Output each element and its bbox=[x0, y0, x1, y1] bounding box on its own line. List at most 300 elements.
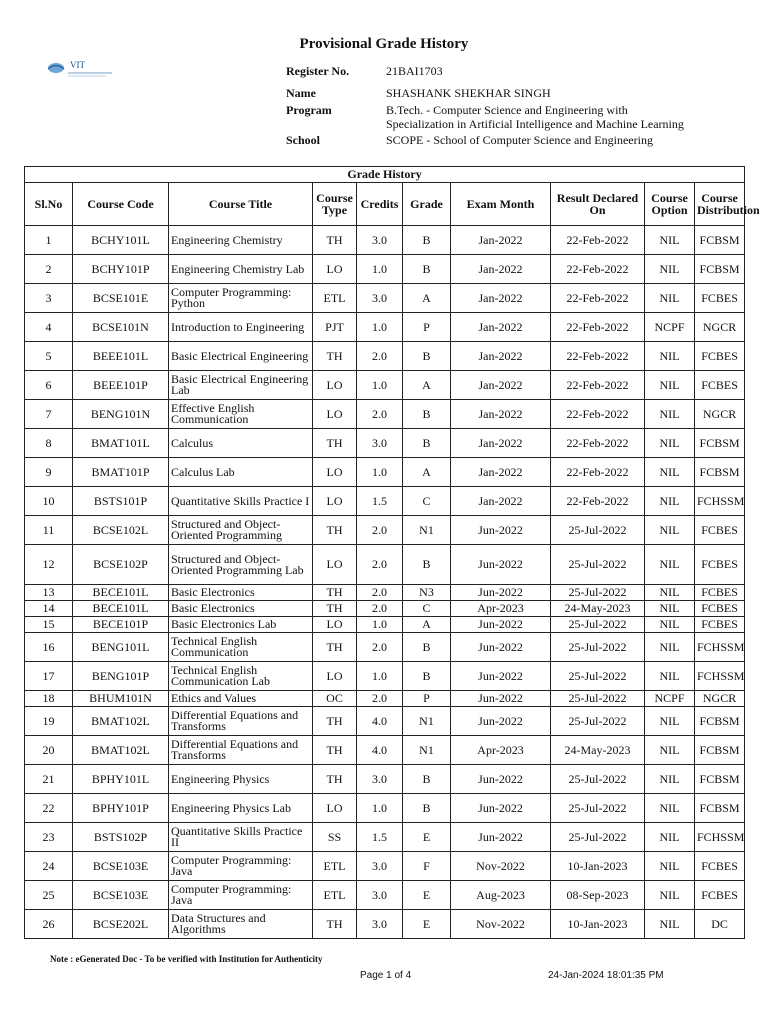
sl-no-cell: 12 bbox=[25, 545, 73, 585]
course-code-cell: BHUM101N bbox=[73, 691, 169, 707]
grade-cell: B bbox=[403, 400, 451, 429]
exam-month-cell: Jan-2022 bbox=[451, 458, 551, 487]
sl-no-cell: 2 bbox=[25, 255, 73, 284]
credits-cell: 3.0 bbox=[357, 881, 403, 910]
grade-cell: A bbox=[403, 371, 451, 400]
course-type-cell: LO bbox=[313, 487, 357, 516]
generated-timestamp: 24-Jan-2024 18:01:35 PM bbox=[548, 970, 664, 981]
course-type-cell: TH bbox=[313, 633, 357, 662]
header-cell: Course Code bbox=[73, 183, 169, 226]
course-code-cell: BSTS102P bbox=[73, 823, 169, 852]
result-declared-cell: 25-Jul-2022 bbox=[551, 516, 645, 545]
course-title-cell: Engineering Chemistry Lab bbox=[169, 255, 313, 284]
result-declared-cell: 10-Jan-2023 bbox=[551, 852, 645, 881]
exam-month-cell: Jun-2022 bbox=[451, 691, 551, 707]
credits-cell: 1.0 bbox=[357, 313, 403, 342]
credits-cell: 1.5 bbox=[357, 487, 403, 516]
course-title-cell: Calculus bbox=[169, 429, 313, 458]
sl-no-cell: 22 bbox=[25, 794, 73, 823]
course-title-cell: Computer Programming: Java bbox=[169, 881, 313, 910]
course-code-cell: BENG101N bbox=[73, 400, 169, 429]
header-cell: Course Distribution bbox=[695, 183, 745, 226]
credits-cell: 3.0 bbox=[357, 429, 403, 458]
table-row bbox=[25, 765, 745, 794]
sl-no-cell: 23 bbox=[25, 823, 73, 852]
course-distribution-cell: FCHSSM bbox=[695, 633, 745, 662]
grade-cell: F bbox=[403, 852, 451, 881]
course-distribution-cell: FCBSM bbox=[695, 736, 745, 765]
result-declared-cell: 24-May-2023 bbox=[551, 601, 645, 617]
course-option-cell: NIL bbox=[645, 617, 695, 633]
course-type-cell: LO bbox=[313, 458, 357, 487]
course-distribution-cell: FCBES bbox=[695, 881, 745, 910]
table-row bbox=[25, 516, 745, 545]
credits-cell: 1.0 bbox=[357, 458, 403, 487]
table-row bbox=[25, 487, 745, 516]
exam-month-cell: Jan-2022 bbox=[451, 400, 551, 429]
result-declared-cell: 24-May-2023 bbox=[551, 736, 645, 765]
table-row bbox=[25, 852, 745, 881]
credits-cell: 2.0 bbox=[357, 585, 403, 601]
course-option-cell: NIL bbox=[645, 545, 695, 585]
course-title-cell: Quantitative Skills Practice I bbox=[169, 487, 313, 516]
course-option-cell: NIL bbox=[645, 585, 695, 601]
course-code-cell: BCSE102L bbox=[73, 516, 169, 545]
grade-cell: B bbox=[403, 662, 451, 691]
course-option-cell: NIL bbox=[645, 633, 695, 662]
header-cell: Grade bbox=[403, 183, 451, 226]
course-code-cell: BCSE202L bbox=[73, 910, 169, 939]
course-type-cell: TH bbox=[313, 736, 357, 765]
exam-month-cell: Jun-2022 bbox=[451, 823, 551, 852]
course-distribution-cell: FCBES bbox=[695, 284, 745, 313]
course-distribution-cell: FCBES bbox=[695, 371, 745, 400]
grade-cell: C bbox=[403, 487, 451, 516]
course-code-cell: BECE101L bbox=[73, 601, 169, 617]
course-option-cell: NIL bbox=[645, 429, 695, 458]
course-option-cell: NIL bbox=[645, 342, 695, 371]
name-value: SHASHANK SHEKHAR SINGH bbox=[386, 86, 551, 100]
course-code-cell: BMAT102L bbox=[73, 736, 169, 765]
table-row bbox=[25, 313, 745, 342]
header-row bbox=[25, 183, 745, 226]
name-label: Name bbox=[286, 86, 316, 100]
sl-no-cell: 8 bbox=[25, 429, 73, 458]
sl-no-cell: 4 bbox=[25, 313, 73, 342]
table-row bbox=[25, 226, 745, 255]
credits-cell: 2.0 bbox=[357, 342, 403, 371]
course-distribution-cell: FCBES bbox=[695, 617, 745, 633]
result-declared-cell: 25-Jul-2022 bbox=[551, 765, 645, 794]
course-title-cell: Engineering Physics Lab bbox=[169, 794, 313, 823]
table-row bbox=[25, 823, 745, 852]
course-code-cell: BENG101P bbox=[73, 662, 169, 691]
result-declared-cell: 22-Feb-2022 bbox=[551, 429, 645, 458]
course-type-cell: ETL bbox=[313, 284, 357, 313]
course-distribution-cell: FCBES bbox=[695, 601, 745, 617]
course-distribution-cell: FCBSM bbox=[695, 458, 745, 487]
credits-cell: 2.0 bbox=[357, 601, 403, 617]
course-type-cell: ETL bbox=[313, 881, 357, 910]
course-option-cell: NIL bbox=[645, 601, 695, 617]
course-option-cell: NIL bbox=[645, 516, 695, 545]
credits-cell: 2.0 bbox=[357, 516, 403, 545]
header-cell: Course Type bbox=[313, 183, 357, 226]
grade-history-table bbox=[24, 166, 760, 939]
exam-month-cell: Jan-2022 bbox=[451, 342, 551, 371]
course-distribution-cell: FCHSSM bbox=[695, 662, 745, 691]
course-code-cell: BCSE102P bbox=[73, 545, 169, 585]
sl-no-cell: 25 bbox=[25, 881, 73, 910]
result-declared-cell: 25-Jul-2022 bbox=[551, 662, 645, 691]
course-title-cell: Basic Electronics bbox=[169, 585, 313, 601]
grade-cell: B bbox=[403, 226, 451, 255]
grade-cell: N1 bbox=[403, 707, 451, 736]
table-row bbox=[25, 458, 745, 487]
course-distribution-cell: FCBES bbox=[695, 585, 745, 601]
table-row bbox=[25, 342, 745, 371]
logo-text: VIT bbox=[70, 60, 85, 70]
sl-no-cell: 17 bbox=[25, 662, 73, 691]
sl-no-cell: 10 bbox=[25, 487, 73, 516]
credits-cell: 1.5 bbox=[357, 823, 403, 852]
course-type-cell: TH bbox=[313, 342, 357, 371]
result-declared-cell: 25-Jul-2022 bbox=[551, 707, 645, 736]
grade-table-body bbox=[25, 226, 745, 939]
grade-cell: N1 bbox=[403, 516, 451, 545]
course-code-cell: BEEE101L bbox=[73, 342, 169, 371]
sl-no-cell: 5 bbox=[25, 342, 73, 371]
course-title-cell: Calculus Lab bbox=[169, 458, 313, 487]
course-option-cell: NIL bbox=[645, 910, 695, 939]
grade-cell: C bbox=[403, 601, 451, 617]
course-distribution-cell: FCBSM bbox=[695, 226, 745, 255]
course-code-cell: BCSE103E bbox=[73, 852, 169, 881]
exam-month-cell: Jan-2022 bbox=[451, 313, 551, 342]
sl-no-cell: 7 bbox=[25, 400, 73, 429]
course-type-cell: LO bbox=[313, 255, 357, 284]
result-declared-cell: 22-Feb-2022 bbox=[551, 284, 645, 313]
exam-month-cell: Aug-2023 bbox=[451, 881, 551, 910]
course-option-cell: NIL bbox=[645, 765, 695, 794]
course-distribution-cell: FCBSM bbox=[695, 707, 745, 736]
table-row bbox=[25, 794, 745, 823]
sl-no-cell: 6 bbox=[25, 371, 73, 400]
school-label: School bbox=[286, 133, 321, 147]
course-option-cell: NIL bbox=[645, 823, 695, 852]
grade-cell: B bbox=[403, 545, 451, 585]
course-distribution-cell: DC bbox=[695, 910, 745, 939]
sl-no-cell: 9 bbox=[25, 458, 73, 487]
document-title: Provisional Grade History bbox=[299, 36, 469, 52]
course-option-cell: NIL bbox=[645, 881, 695, 910]
grade-cell: A bbox=[403, 617, 451, 633]
exam-month-cell: Jun-2022 bbox=[451, 516, 551, 545]
sl-no-cell: 24 bbox=[25, 852, 73, 881]
course-title-cell: Quantitative Skills Practice II bbox=[169, 823, 313, 852]
course-type-cell: LO bbox=[313, 400, 357, 429]
course-distribution-cell: FCBES bbox=[695, 545, 745, 585]
grade-cell: P bbox=[403, 691, 451, 707]
course-type-cell: TH bbox=[313, 765, 357, 794]
sl-no-cell: 13 bbox=[25, 585, 73, 601]
school-value: SCOPE - School of Computer Science and Engineering bbox=[386, 133, 653, 147]
course-title-cell: Engineering Chemistry bbox=[169, 226, 313, 255]
result-declared-cell: 25-Jul-2022 bbox=[551, 545, 645, 585]
course-title-cell: Basic Electrical Engineering bbox=[169, 342, 313, 371]
course-option-cell: NIL bbox=[645, 662, 695, 691]
table-caption: Grade History bbox=[25, 167, 745, 183]
course-type-cell: TH bbox=[313, 516, 357, 545]
course-option-cell: NIL bbox=[645, 284, 695, 313]
course-title-cell: Data Structures and Algorithms bbox=[169, 910, 313, 939]
course-distribution-cell: FCBSM bbox=[695, 255, 745, 284]
sl-no-cell: 16 bbox=[25, 633, 73, 662]
table-row bbox=[25, 707, 745, 736]
exam-month-cell: Apr-2023 bbox=[451, 601, 551, 617]
grade-cell: B bbox=[403, 342, 451, 371]
sl-no-cell: 1 bbox=[25, 226, 73, 255]
credits-cell: 3.0 bbox=[357, 910, 403, 939]
course-option-cell: NIL bbox=[645, 226, 695, 255]
credits-cell: 3.0 bbox=[357, 765, 403, 794]
result-declared-cell: 25-Jul-2022 bbox=[551, 794, 645, 823]
course-title-cell: Effective English Communication bbox=[169, 400, 313, 429]
course-type-cell: TH bbox=[313, 226, 357, 255]
course-option-cell: NCPF bbox=[645, 313, 695, 342]
header-cell: Exam Month bbox=[451, 183, 551, 226]
course-distribution-cell: NGCR bbox=[695, 313, 745, 342]
course-title-cell: Engineering Physics bbox=[169, 765, 313, 794]
result-declared-cell: 10-Jan-2023 bbox=[551, 910, 645, 939]
exam-month-cell: Jan-2022 bbox=[451, 429, 551, 458]
exam-month-cell: Apr-2023 bbox=[451, 736, 551, 765]
exam-month-cell: Nov-2022 bbox=[451, 910, 551, 939]
table-row bbox=[25, 881, 745, 910]
sl-no-cell: 3 bbox=[25, 284, 73, 313]
course-code-cell: BCHY101P bbox=[73, 255, 169, 284]
result-declared-cell: 08-Sep-2023 bbox=[551, 881, 645, 910]
table-row bbox=[25, 601, 745, 617]
program-value-line2: Specialization in Artificial Intelligence and Machine Learning bbox=[386, 117, 684, 131]
register-label: Register No. bbox=[286, 64, 350, 78]
course-code-cell: BMAT102L bbox=[73, 707, 169, 736]
course-type-cell: OC bbox=[313, 691, 357, 707]
course-distribution-cell: FCBSM bbox=[695, 794, 745, 823]
result-declared-cell: 22-Feb-2022 bbox=[551, 226, 645, 255]
result-declared-cell: 22-Feb-2022 bbox=[551, 371, 645, 400]
course-title-cell: Basic Electronics bbox=[169, 601, 313, 617]
header-cell: Course Option bbox=[645, 183, 695, 226]
sl-no-cell: 19 bbox=[25, 707, 73, 736]
result-declared-cell: 25-Jul-2022 bbox=[551, 585, 645, 601]
result-declared-cell: 22-Feb-2022 bbox=[551, 487, 645, 516]
course-distribution-cell: FCBSM bbox=[695, 429, 745, 458]
exam-month-cell: Jan-2022 bbox=[451, 487, 551, 516]
exam-month-cell: Jun-2022 bbox=[451, 765, 551, 794]
result-declared-cell: 22-Feb-2022 bbox=[551, 458, 645, 487]
course-code-cell: BENG101L bbox=[73, 633, 169, 662]
sl-no-cell: 26 bbox=[25, 910, 73, 939]
course-type-cell: SS bbox=[313, 823, 357, 852]
institution-logo bbox=[44, 56, 114, 82]
course-option-cell: NIL bbox=[645, 707, 695, 736]
course-code-cell: BCSE103E bbox=[73, 881, 169, 910]
exam-month-cell: Jan-2022 bbox=[451, 226, 551, 255]
course-type-cell: PJT bbox=[313, 313, 357, 342]
exam-month-cell: Jan-2022 bbox=[451, 255, 551, 284]
course-title-cell: Structured and Object-Oriented Programming Lab bbox=[169, 545, 313, 585]
course-type-cell: TH bbox=[313, 910, 357, 939]
course-title-cell: Basic Electrical Engineering Lab bbox=[169, 371, 313, 400]
credits-cell: 4.0 bbox=[357, 707, 403, 736]
credits-cell: 2.0 bbox=[357, 545, 403, 585]
course-option-cell: NIL bbox=[645, 371, 695, 400]
header-cell: Result Declared On bbox=[551, 183, 645, 226]
table-row bbox=[25, 736, 745, 765]
course-option-cell: NIL bbox=[645, 400, 695, 429]
course-code-cell: BECE101L bbox=[73, 585, 169, 601]
page-number: Page 1 of 4 bbox=[360, 970, 412, 981]
credits-cell: 1.0 bbox=[357, 255, 403, 284]
table-row bbox=[25, 617, 745, 633]
sl-no-cell: 14 bbox=[25, 601, 73, 617]
course-title-cell: Basic Electronics Lab bbox=[169, 617, 313, 633]
course-option-cell: NIL bbox=[645, 255, 695, 284]
result-declared-cell: 22-Feb-2022 bbox=[551, 255, 645, 284]
credits-cell: 1.0 bbox=[357, 617, 403, 633]
table-row bbox=[25, 400, 745, 429]
course-type-cell: LO bbox=[313, 662, 357, 691]
exam-month-cell: Jun-2022 bbox=[451, 633, 551, 662]
course-title-cell: Computer Programming: Java bbox=[169, 852, 313, 881]
table-row bbox=[25, 429, 745, 458]
table-row bbox=[25, 545, 745, 585]
grade-cell: P bbox=[403, 313, 451, 342]
table-row bbox=[25, 691, 745, 707]
grade-cell: E bbox=[403, 823, 451, 852]
credits-cell: 1.0 bbox=[357, 662, 403, 691]
result-declared-cell: 22-Feb-2022 bbox=[551, 400, 645, 429]
course-option-cell: NIL bbox=[645, 736, 695, 765]
course-code-cell: BCSE101E bbox=[73, 284, 169, 313]
credits-cell: 2.0 bbox=[357, 400, 403, 429]
course-title-cell: Technical English Communication bbox=[169, 633, 313, 662]
sl-no-cell: 18 bbox=[25, 691, 73, 707]
table-row bbox=[25, 585, 745, 601]
course-option-cell: NIL bbox=[645, 852, 695, 881]
credits-cell: 2.0 bbox=[357, 691, 403, 707]
course-title-cell: Structured and Object-Oriented Programming bbox=[169, 516, 313, 545]
course-title-cell: Introduction to Engineering bbox=[169, 313, 313, 342]
course-type-cell: LO bbox=[313, 794, 357, 823]
course-title-cell: Computer Programming: Python bbox=[169, 284, 313, 313]
sl-no-cell: 20 bbox=[25, 736, 73, 765]
credits-cell: 2.0 bbox=[357, 633, 403, 662]
exam-month-cell: Jun-2022 bbox=[451, 585, 551, 601]
course-distribution-cell: FCBES bbox=[695, 516, 745, 545]
course-distribution-cell: FCBSM bbox=[695, 765, 745, 794]
exam-month-cell: Jun-2022 bbox=[451, 707, 551, 736]
course-code-cell: BMAT101L bbox=[73, 429, 169, 458]
table-row bbox=[25, 662, 745, 691]
course-code-cell: BSTS101P bbox=[73, 487, 169, 516]
result-declared-cell: 25-Jul-2022 bbox=[551, 633, 645, 662]
result-declared-cell: 22-Feb-2022 bbox=[551, 342, 645, 371]
table-row bbox=[25, 633, 745, 662]
grade-cell: B bbox=[403, 255, 451, 284]
course-code-cell: BCHY101L bbox=[73, 226, 169, 255]
result-declared-cell: 25-Jul-2022 bbox=[551, 617, 645, 633]
course-option-cell: NIL bbox=[645, 487, 695, 516]
table-row bbox=[25, 284, 745, 313]
exam-month-cell: Jan-2022 bbox=[451, 284, 551, 313]
header-cell: Sl.No bbox=[25, 183, 73, 226]
register-value: 21BAI1703 bbox=[386, 64, 443, 78]
sl-no-cell: 15 bbox=[25, 617, 73, 633]
course-distribution-cell: NGCR bbox=[695, 691, 745, 707]
grade-cell: A bbox=[403, 458, 451, 487]
result-declared-cell: 25-Jul-2022 bbox=[551, 823, 645, 852]
exam-month-cell: Jan-2022 bbox=[451, 371, 551, 400]
exam-month-cell: Jun-2022 bbox=[451, 662, 551, 691]
course-distribution-cell: FCBES bbox=[695, 852, 745, 881]
course-option-cell: NIL bbox=[645, 458, 695, 487]
exam-month-cell: Jun-2022 bbox=[451, 545, 551, 585]
grade-cell: A bbox=[403, 284, 451, 313]
credits-cell: 1.0 bbox=[357, 371, 403, 400]
course-code-cell: BPHY101P bbox=[73, 794, 169, 823]
grade-cell: B bbox=[403, 633, 451, 662]
authenticity-note: Note : eGenerated Doc - To be verified with Institution for Authenticity bbox=[50, 954, 323, 964]
sl-no-cell: 11 bbox=[25, 516, 73, 545]
course-distribution-cell: FCBES bbox=[695, 342, 745, 371]
course-title-cell: Technical English Communication Lab bbox=[169, 662, 313, 691]
course-distribution-cell: NGCR bbox=[695, 400, 745, 429]
course-code-cell: BEEE101P bbox=[73, 371, 169, 400]
course-code-cell: BECE101P bbox=[73, 617, 169, 633]
course-type-cell: TH bbox=[313, 429, 357, 458]
course-title-cell: Differential Equations and Transforms bbox=[169, 736, 313, 765]
credits-cell: 1.0 bbox=[357, 794, 403, 823]
credits-cell: 3.0 bbox=[357, 226, 403, 255]
result-declared-cell: 22-Feb-2022 bbox=[551, 313, 645, 342]
program-label: Program bbox=[286, 103, 332, 117]
header-cell: Course Title bbox=[169, 183, 313, 226]
credits-cell: 4.0 bbox=[357, 736, 403, 765]
grade-cell: E bbox=[403, 910, 451, 939]
table-row bbox=[25, 255, 745, 284]
course-title-cell: Ethics and Values bbox=[169, 691, 313, 707]
course-type-cell: LO bbox=[313, 371, 357, 400]
table-row bbox=[25, 910, 745, 939]
table-row bbox=[25, 371, 745, 400]
course-option-cell: NCPF bbox=[645, 691, 695, 707]
course-type-cell: ETL bbox=[313, 852, 357, 881]
course-option-cell: NIL bbox=[645, 794, 695, 823]
grade-cell: N3 bbox=[403, 585, 451, 601]
course-distribution-cell: FCHSSM bbox=[695, 487, 745, 516]
result-declared-cell: 25-Jul-2022 bbox=[551, 691, 645, 707]
student-info bbox=[286, 64, 746, 149]
course-code-cell: BPHY101L bbox=[73, 765, 169, 794]
exam-month-cell: Jun-2022 bbox=[451, 794, 551, 823]
program-value-line1: B.Tech. - Computer Science and Engineering with bbox=[386, 103, 628, 117]
grade-cell: B bbox=[403, 429, 451, 458]
grade-cell: N1 bbox=[403, 736, 451, 765]
course-code-cell: BMAT101P bbox=[73, 458, 169, 487]
exam-month-cell: Nov-2022 bbox=[451, 852, 551, 881]
